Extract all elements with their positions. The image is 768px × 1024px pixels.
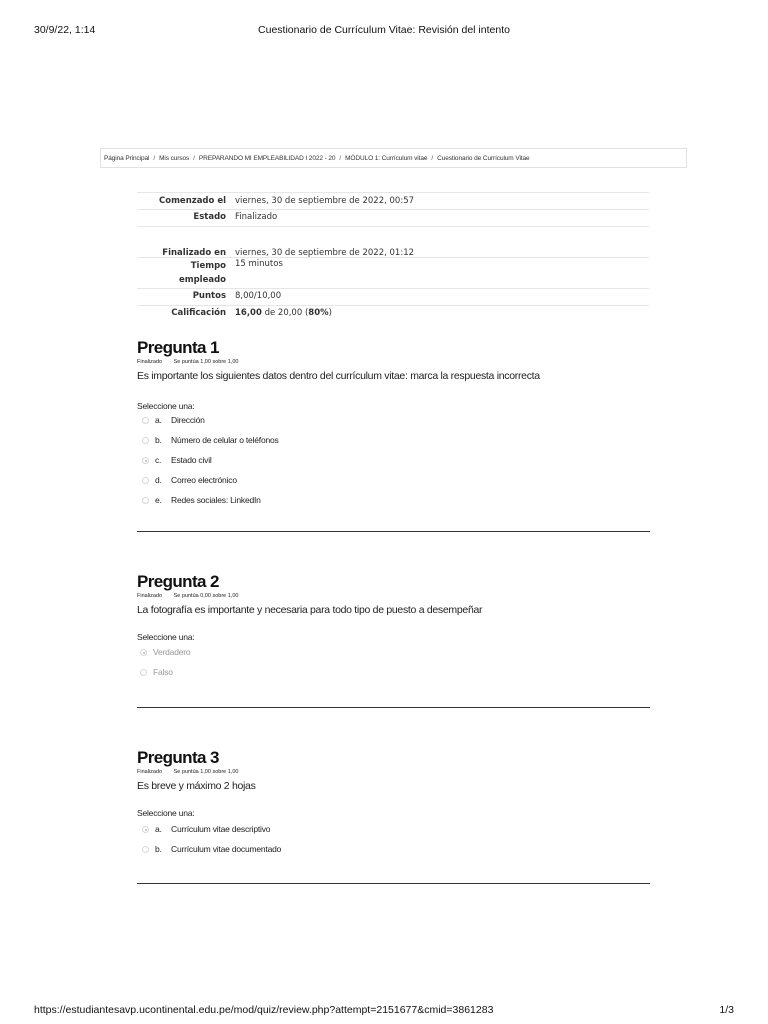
question-info: [137, 769, 650, 777]
question-2: [137, 572, 650, 687]
answer-options: [137, 415, 650, 515]
summary-label: Tiempo empleado: [178, 261, 226, 285]
answer-options: [137, 824, 650, 864]
summary-label: Calificación: [171, 308, 226, 318]
option-letter: b.: [155, 844, 162, 854]
question-text: Es breve y máximo 2 hojas: [137, 780, 256, 792]
summary-value: viernes, 30 de septiembre de 2022, 00:57: [235, 196, 415, 206]
summary-label: Puntos: [192, 291, 226, 301]
print-date: 30/9/22, 1:14: [34, 24, 96, 36]
question-text: La fotografía es importante y necesaria para todo tipo de puesto a desempeñar: [137, 604, 483, 616]
question-state: Finalizado: [137, 769, 163, 775]
question-info: [137, 359, 650, 367]
question-state: Finalizado: [137, 359, 163, 365]
summary-value: viernes, 30 de septiembre de 2022, 01:12: [235, 248, 415, 258]
radio-button[interactable]: [140, 669, 147, 676]
summary-label: Comenzado el: [159, 196, 226, 206]
print-title: Cuestionario de Currículum Vitae: Revisión del intento: [258, 24, 510, 36]
answer-option-selected[interactable]: [137, 455, 650, 475]
print-header: [34, 24, 734, 38]
summary-label: Estado: [193, 212, 226, 222]
summary-row-grade: [137, 305, 649, 322]
option-letter: a.: [155, 824, 162, 834]
summary-row-time: [137, 257, 649, 288]
print-footer: [34, 1004, 734, 1018]
question-divider: [137, 531, 650, 532]
summary-row-started: [137, 192, 649, 209]
breadcrumb-home[interactable]: Página Principal: [104, 155, 150, 162]
radio-button[interactable]: [142, 846, 149, 853]
summary-value: 15 minutos: [235, 259, 283, 269]
option-label: Falso: [153, 667, 173, 677]
option-letter: d.: [155, 475, 162, 485]
breadcrumb-separator: /: [153, 155, 156, 162]
radio-button-checked[interactable]: [140, 649, 147, 656]
breadcrumb-module[interactable]: MÓDULO 1: Currículum vitae: [345, 155, 428, 162]
summary-value: Finalizado: [235, 212, 278, 222]
radio-button[interactable]: [142, 437, 149, 444]
question-info: [137, 593, 650, 601]
option-letter: c.: [155, 455, 162, 465]
answer-option-selected[interactable]: [137, 824, 650, 844]
answer-option[interactable]: [137, 844, 650, 864]
summary-value: 16,00 de 20,00 (80%): [235, 308, 332, 318]
answer-option[interactable]: [137, 495, 650, 515]
question-prompt: Seleccione una:: [137, 401, 195, 411]
question-title: Pregunta 2: [137, 572, 219, 591]
breadcrumb-separator: /: [193, 155, 195, 162]
attempt-summary-table: [137, 192, 649, 322]
summary-label: Finalizado en: [162, 248, 226, 258]
question-divider: [137, 707, 650, 708]
answer-option-selected[interactable]: [137, 647, 650, 667]
print-page-number: 1/3: [719, 1004, 734, 1016]
option-label: Número de celular o teléfonos: [171, 435, 279, 445]
option-label: Estado civil: [171, 455, 212, 465]
option-letter: e.: [155, 495, 162, 505]
radio-button-checked[interactable]: [142, 826, 149, 833]
question-prompt: Seleccione una:: [137, 632, 195, 642]
answer-options: [137, 647, 650, 687]
summary-row-points: [137, 288, 649, 305]
question-divider: [137, 883, 650, 884]
radio-button[interactable]: [142, 497, 149, 504]
breadcrumb-separator: /: [431, 155, 434, 162]
answer-option[interactable]: [137, 415, 650, 435]
question-score: Se puntúa 1,00 sobre 1,00: [173, 769, 239, 775]
option-letter: b.: [155, 435, 162, 445]
summary-row-finished: [137, 226, 649, 258]
question-title: Pregunta 3: [137, 748, 219, 767]
summary-value: 8,00/10,00: [235, 291, 282, 301]
question-state: Finalizado: [137, 593, 163, 599]
radio-button[interactable]: [142, 417, 149, 424]
question-score: Se puntúa 1,00 sobre 1,00: [173, 359, 239, 365]
breadcrumb-my-courses[interactable]: Mis cursos: [159, 155, 190, 162]
radio-button-checked[interactable]: [142, 457, 149, 464]
breadcrumb-quiz[interactable]: Cuestionario de Currículum Vitae: [437, 155, 530, 162]
breadcrumb: [100, 148, 687, 168]
option-label: Redes sociales: LinkedIn: [171, 495, 261, 505]
option-label: Correo electrónico: [171, 475, 237, 485]
option-letter: a.: [155, 415, 162, 425]
question-text: Es importante los siguientes datos dentro del currículum vitae: marca la respuesta incorrecta: [137, 370, 540, 382]
question-1: [137, 338, 650, 515]
option-label: Verdadero: [153, 647, 191, 657]
print-url: https://estudiantesavp.ucontinental.edu.pe/mod/quiz/review.php?attempt=2151677&cmid=3861283: [34, 1004, 494, 1016]
breadcrumb-separator: /: [339, 155, 342, 162]
option-label: Currículum vitae descriptivo: [171, 824, 271, 834]
summary-row-state: [137, 209, 649, 226]
question-title: Pregunta 1: [137, 338, 219, 357]
answer-option[interactable]: [137, 435, 650, 455]
question-3: [137, 748, 650, 864]
radio-button[interactable]: [142, 477, 149, 484]
question-score: Se puntúa 0,00 sobre 1,00: [173, 593, 239, 599]
breadcrumb-course[interactable]: PREPARANDO MI EMPLEABILIDAD I 2022 - 20: [198, 155, 336, 162]
option-label: Currículum vitae documentado: [171, 844, 282, 854]
question-prompt: Seleccione una:: [137, 808, 195, 818]
option-label: Dirección: [171, 415, 205, 425]
answer-option[interactable]: [137, 475, 650, 495]
answer-option[interactable]: [137, 667, 650, 687]
